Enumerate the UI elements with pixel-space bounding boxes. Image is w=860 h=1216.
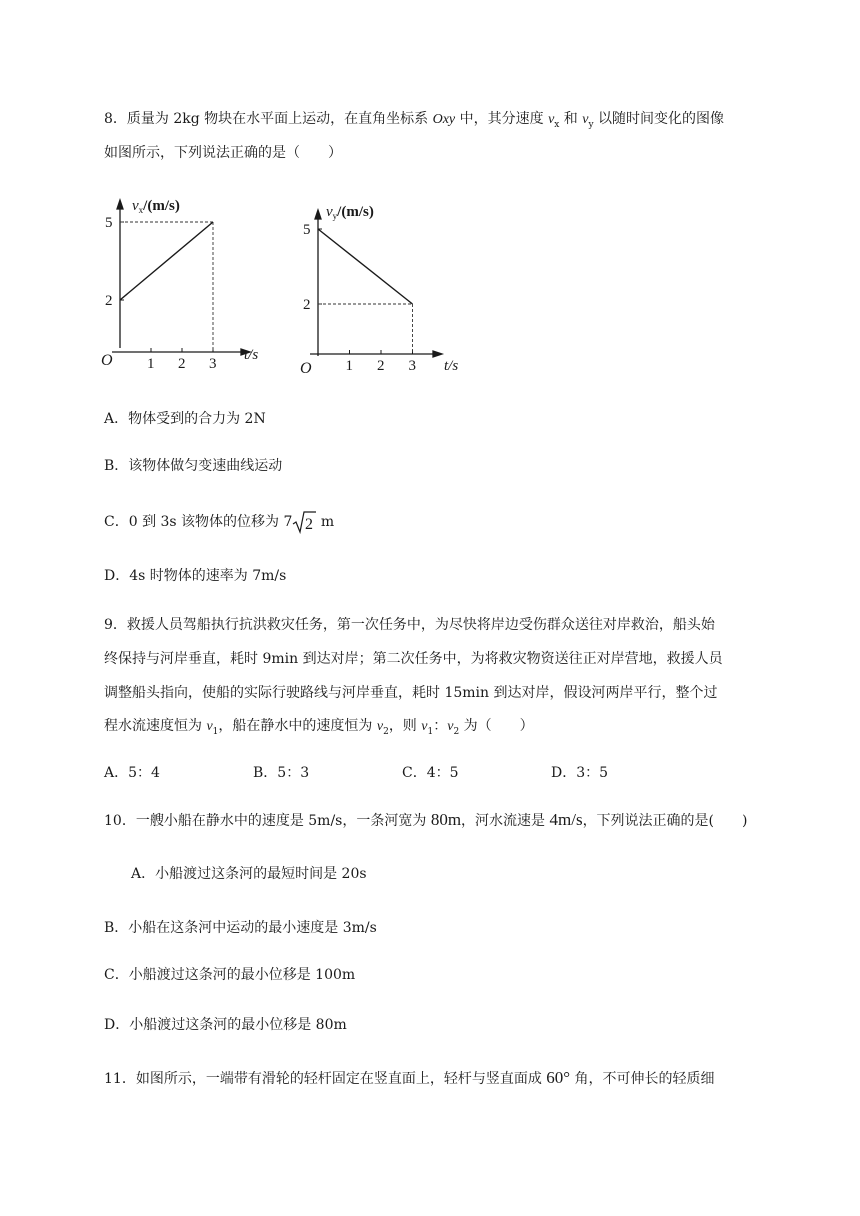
q10-option-c[interactable]: C．小船渡过这条河的最小位移是 100m — [104, 967, 356, 983]
q10-option-a[interactable]: A．小船渡过这条河的最短时间是 20s — [131, 866, 367, 882]
q10-stem: 10．一艘小船在静水中的速度是 5m/s，一条河宽为 80m，河水流速是 4m/s，下列说法正确的是( ) — [104, 810, 748, 829]
vx-graph — [98, 188, 273, 368]
vy-x-tick-label: 1 — [345, 358, 353, 374]
vx-x-tick-label: 1 — [147, 356, 155, 368]
svg-text:2: 2 — [305, 516, 314, 533]
q9-option-b[interactable]: B．5：3 — [253, 765, 310, 781]
vy-x-tick-label: 2 — [377, 358, 385, 374]
vy-xlabel: t/s — [444, 358, 459, 374]
vx-y-tick-label: 2 — [105, 293, 113, 309]
vy-x-arrow — [433, 351, 442, 357]
q9-options — [104, 758, 764, 788]
q9-stem-line2: 终保持与河岸垂直，耗时 9min 到达对岸；第二次任务中，为将救灾物资送往正对岸营地，救援人员 — [104, 651, 723, 667]
q9-stem-line1: 9．救援人员驾船执行抗洪救灾任务，第一次任务中，为尽快将岸边受伤群众送往对岸救治，船头始 — [104, 617, 715, 633]
q9-option-d[interactable]: D．3：5 — [551, 765, 609, 781]
q8-stem-line1: 8．质量为 2kg 物块在水平面上运动，在直角坐标系 Oxy 中，其分速度 $v_x$ 和 $v_y$ 以随时间变化的图像 — [104, 111, 725, 130]
vy-y-tick-label: 5 — [303, 222, 311, 238]
q11-stem: 11．如图所示，一端带有滑轮的轻杆固定在竖直面上，轻杆与竖直面成 60° 角，不可伸长的轻质细 — [104, 1068, 715, 1087]
vx-xlabel: t/s — [244, 347, 259, 363]
vx-y-arrow — [117, 200, 123, 209]
vx-series-line — [120, 222, 213, 300]
vy-origin: O — [300, 360, 312, 376]
q9-stem-line4: 程水流速度恒为 $v_1$，船在静水中的速度恒为 $v_2$，则 $v_1$：$v_2$ 为（ ） — [104, 718, 534, 737]
q9-option-a[interactable]: A．5：4 — [104, 765, 160, 781]
q10-option-d[interactable]: D．小船渡过这条河的最小位移是 80m — [104, 1017, 347, 1033]
q8-option-a[interactable]: A．物体受到的合力为 2N — [104, 411, 266, 427]
q8-option-d[interactable]: D．4s 时物体的速率为 7m/s — [104, 568, 287, 584]
vy-axes — [310, 210, 442, 357]
vy-graph — [296, 196, 471, 376]
q9-stem-line3: 调整船头指向，使船的实际行驶路线与河岸垂直，耗时 15min 到达对岸，假设河两岸平行，整个过 — [104, 685, 718, 701]
vy-series-line — [318, 229, 413, 304]
q9-option-c[interactable]: C．4：5 — [402, 765, 459, 781]
vx-origin: O — [101, 352, 113, 368]
vy-y-arrow — [315, 210, 321, 219]
vy-ylabel: $v_y/(m/s)$ — [326, 204, 374, 221]
vy-y-tick-label: 2 — [303, 297, 311, 313]
sqrt-symbol — [292, 507, 316, 537]
vx-ylabel: $v_x/(m/s)$ — [132, 198, 180, 215]
q10-option-b[interactable]: B．小船在这条河中运动的最小速度是 3m/s — [104, 920, 377, 936]
q8-option-c[interactable]: C．0 到 3s 该物体的位移为 7 2 m — [104, 507, 764, 537]
q8-option-b[interactable]: B．该物体做匀变速曲线运动 — [104, 458, 283, 474]
q8-stem-line2: 如图所示，下列说法正确的是（ ） — [104, 145, 342, 161]
vx-axes — [112, 200, 250, 355]
vx-x-tick-label: 3 — [209, 356, 217, 368]
vx-y-tick-label: 5 — [105, 215, 113, 231]
vx-x-tick-label: 2 — [178, 356, 186, 368]
vy-x-tick-label: 3 — [408, 358, 416, 374]
